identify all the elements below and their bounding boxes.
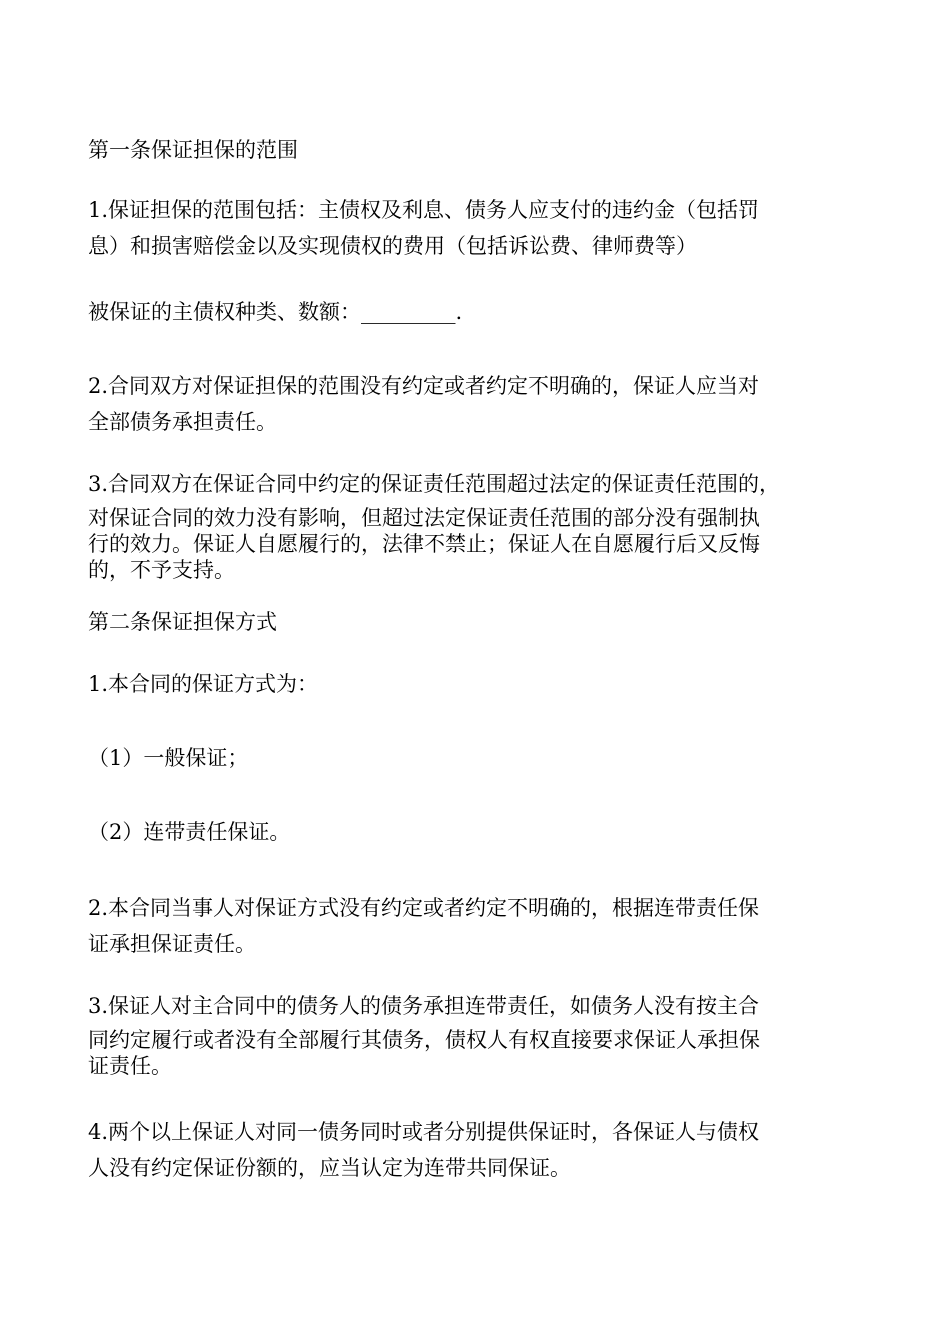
section1-clause1-line2: 息）和损害赔偿金以及实现债权的费用（包括诉讼费、律师费等） bbox=[88, 234, 697, 258]
section2-heading-text: 第二条保证担保方式 bbox=[88, 610, 277, 634]
section2-clause1 bbox=[88, 666, 888, 702]
section2-clause2-line2: 证承担保证责任。 bbox=[88, 932, 256, 956]
section2-clause4 bbox=[88, 1114, 888, 1186]
section2-clause4-line2: 人没有约定保证份额的，应当认定为连带共同保证。 bbox=[88, 1156, 571, 1180]
section2-option1-text: （1）一般保证； bbox=[88, 746, 249, 770]
section2-clause3-line1: 3.保证人对主合同中的债务人的债务承担连带责任，如债务人没有按主合 bbox=[88, 994, 760, 1018]
section1-clause3-line3: 行的效力。保证人自愿履行的，法律不禁止；保证人在自愿履行后又反悔 bbox=[88, 532, 760, 556]
section1-clause2 bbox=[88, 368, 888, 440]
section1-clause3 bbox=[88, 466, 888, 583]
section1-clause1-line1: 1.保证担保的范围包括：主债权及利息、债务人应支付的违约金（包括罚 bbox=[88, 198, 760, 222]
section1-clause3-line1: 3.合同双方在保证合同中约定的保证责任范围超过法定的保证责任范围的， bbox=[88, 472, 781, 496]
section2-clause3 bbox=[88, 988, 888, 1079]
section2-clause4-line1: 4.两个以上保证人对同一债务同时或者分别提供保证时，各保证人与债权 bbox=[88, 1120, 760, 1144]
section2-heading bbox=[88, 604, 888, 640]
section1-clause3-line4: 的，不予支持。 bbox=[88, 558, 235, 582]
section2-option2 bbox=[88, 814, 888, 850]
section2-clause2 bbox=[88, 890, 888, 962]
section2-option2-text: （2）连带责任保证。 bbox=[88, 820, 291, 844]
section2-clause3-line2: 同约定履行或者没有全部履行其债务，债权人有权直接要求保证人承担保 bbox=[88, 1028, 760, 1052]
debt-type-line-text: 被保证的主债权种类、数额：_________. bbox=[88, 300, 463, 324]
section2-clause3-line3: 证责任。 bbox=[88, 1054, 172, 1078]
section1-clause2-line1: 2.合同双方对保证担保的范围没有约定或者约定不明确的，保证人应当对 bbox=[88, 374, 760, 398]
section1-clause3-line2: 对保证合同的效力没有影响，但超过法定保证责任范围的部分没有强制执 bbox=[88, 506, 760, 530]
section2-option1 bbox=[88, 740, 888, 776]
section1-clause1 bbox=[88, 192, 888, 264]
section1-clause2-line2: 全部债务承担责任。 bbox=[88, 410, 277, 434]
section2-clause2-line1: 2.本合同当事人对保证方式没有约定或者约定不明确的，根据连带责任保 bbox=[88, 896, 760, 920]
section1-heading-text: 第一条保证担保的范围 bbox=[88, 138, 298, 162]
debt-type-line bbox=[88, 294, 888, 330]
section2-clause1-text: 1.本合同的保证方式为： bbox=[88, 672, 319, 696]
section1-heading bbox=[88, 132, 888, 168]
